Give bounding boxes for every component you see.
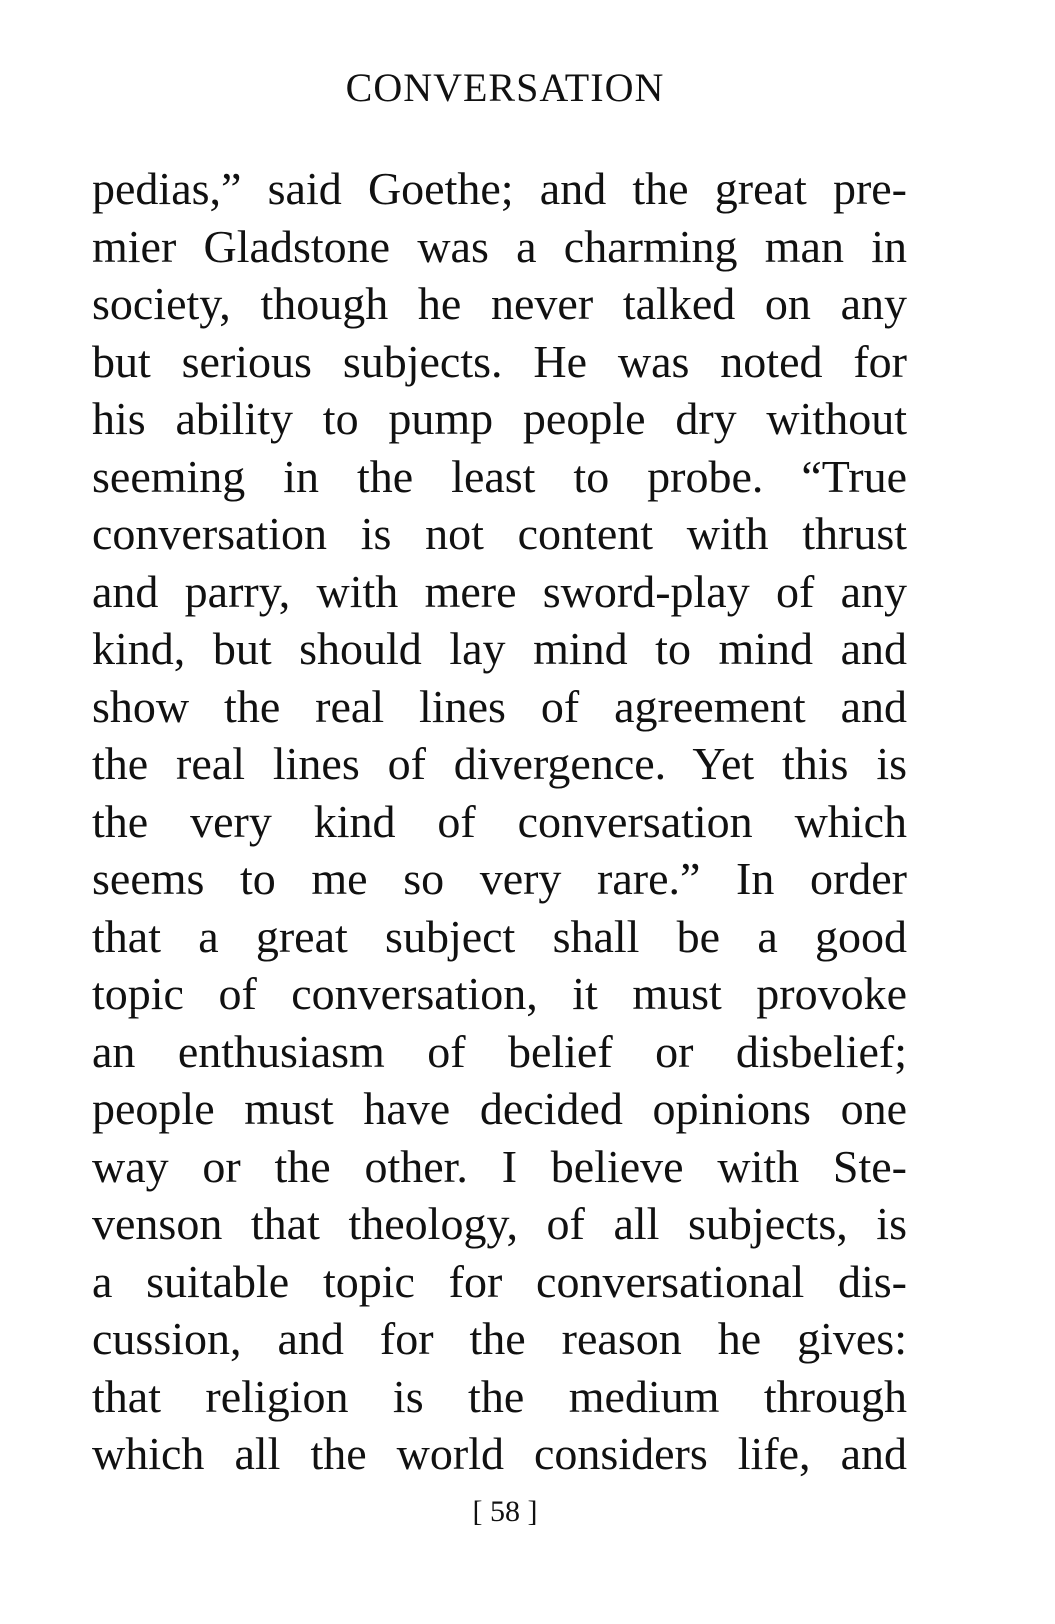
- text-line: seems to me so very rare.” In order: [92, 853, 907, 904]
- text-line: that religion is the medium through: [92, 1370, 907, 1422]
- page-number: [ 58 ]: [472, 1495, 538, 1528]
- text-line: the very kind of conversation which: [92, 795, 907, 847]
- text-line: a suitable topic for conversational dis-: [92, 1255, 907, 1307]
- text-line: society, though he never talked on any: [92, 278, 907, 329]
- text-line: which all the world considers life, and: [92, 1428, 907, 1479]
- text-line: topic of conversation, it must provoke: [92, 968, 907, 1019]
- text-line: cussion, and for the reason he gives:: [92, 1313, 907, 1364]
- text-line: show the real lines of agreement and: [92, 680, 907, 732]
- text-line: pedias,” said Goethe; and the great pre-: [92, 163, 907, 214]
- text-line: conversation is not content with thrust: [92, 508, 907, 559]
- text-line: seeming in the least to probe. “True: [92, 450, 907, 502]
- body-text: [92, 160, 907, 1483]
- text-line: people must have decided opinions one: [92, 1083, 907, 1134]
- text-line: that a great subject shall be a good: [92, 910, 907, 962]
- text-line: mier Gladstone was a charming man in: [92, 220, 907, 272]
- text-line: way or the other. I believe with Ste-: [92, 1140, 907, 1192]
- text-line: his ability to pump people dry without: [92, 393, 907, 444]
- text-line: venson that theology, of all subjects, is: [92, 1198, 907, 1249]
- text-line: an enthusiasm of belief or disbelief;: [92, 1025, 907, 1077]
- text-line: the real lines of divergence. Yet this is: [92, 738, 907, 789]
- text-line: but serious subjects. He was noted for: [92, 335, 907, 387]
- text-line: and parry, with mere sword-play of any: [92, 565, 907, 617]
- running-head: CONVERSATION: [345, 65, 665, 110]
- text-line: kind, but should lay mind to mind and: [92, 623, 907, 674]
